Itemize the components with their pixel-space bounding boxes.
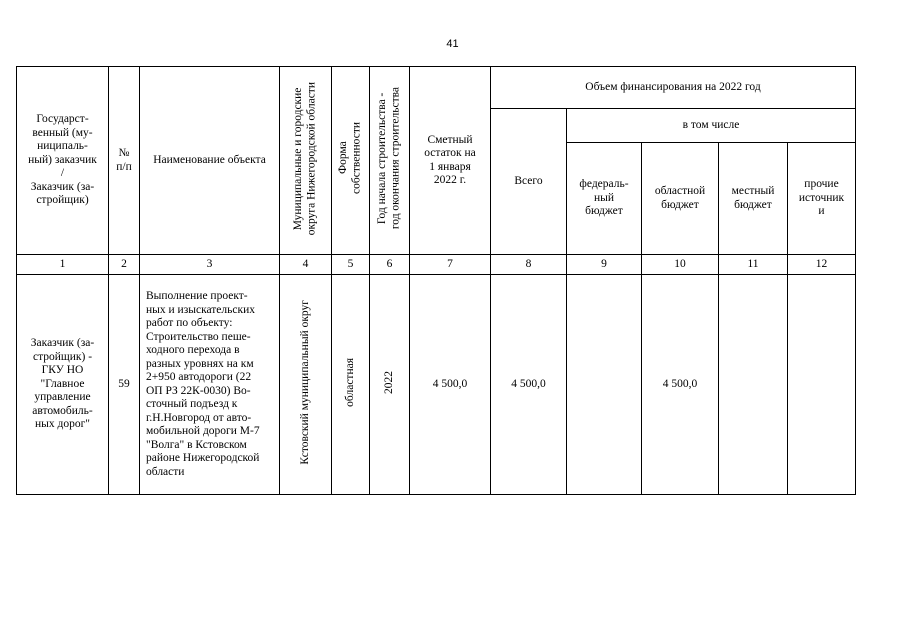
row-other [788, 275, 856, 495]
header-object-name: Наименование объекта [140, 67, 280, 255]
header-years [370, 67, 410, 255]
col-num-10: 10 [642, 255, 719, 275]
row-years [370, 275, 410, 495]
col-num-7: 7 [410, 255, 491, 275]
col-num-5: 5 [332, 255, 370, 275]
header-no: № п/п [109, 67, 140, 255]
col-num-12: 12 [788, 255, 856, 275]
col-num-6: 6 [370, 255, 410, 275]
header-municipality-text: Муниципальные и городские округа Нижегородской области [292, 81, 318, 235]
col-num-11: 11 [719, 255, 788, 275]
header-municipality [280, 67, 332, 255]
row-ownership [332, 275, 370, 495]
header-other: прочие источник и [788, 143, 856, 255]
header-regional: областной бюджет [642, 143, 719, 255]
col-num-3: 3 [140, 255, 280, 275]
row-regional: 4 500,0 [642, 275, 719, 495]
header-ownership-text: Форма собственности [337, 122, 363, 195]
row-customer: Заказчик (за- стройщик) - ГКУ НО "Главное управление автомобиль- ных дорог" [17, 275, 109, 495]
row-local [719, 275, 788, 495]
page-number: 41 [446, 38, 459, 50]
header-years-text: Год начала строительства - год окончания строительства [376, 87, 402, 230]
header-customer: Государст- венный (му- ниципаль- ный) заказчик / Заказчик (за- стройщик) [17, 67, 109, 255]
row-federal [567, 275, 642, 495]
header-total: Всего [491, 109, 567, 255]
row-years-text: 2022 [382, 370, 395, 394]
col-num-1: 1 [17, 255, 109, 275]
header-local: местный бюджет [719, 143, 788, 255]
row-municipality [280, 275, 332, 495]
column-numbers-row [17, 255, 856, 275]
col-num-2: 2 [109, 255, 140, 275]
col-num-8: 8 [491, 255, 567, 275]
header-including: в том числе [567, 109, 856, 143]
financing-table [16, 66, 856, 495]
row-municipality-text: Кстовский муниципальный округ [298, 299, 311, 465]
row-no: 59 [109, 275, 140, 495]
header-ownership [332, 67, 370, 255]
header-estimate-balance: Сметный остаток на 1 января 2022 г. [410, 67, 491, 255]
header-federal: федераль- ный бюджет [567, 143, 642, 255]
row-object-name: Выполнение проект- ных и изыскательских работ по объекту: Строительство пеше- ходного перехода в разных уровнях на км 2+950 автодороги (22 ОП РЗ 22К-0030) Во- сточный подъезд к г.Н.Новгород от авто- мобильной дороги М-7 "Волга" в Кстовском районе Нижегородской области [140, 275, 280, 495]
col-num-4: 4 [280, 255, 332, 275]
row-total: 4 500,0 [491, 275, 567, 495]
row-estimate-balance: 4 500,0 [410, 275, 491, 495]
header-funding-volume: Объем финансирования на 2022 год [491, 67, 856, 109]
row-ownership-text: областная [343, 357, 356, 407]
col-num-9: 9 [567, 255, 642, 275]
table-row [17, 275, 856, 495]
